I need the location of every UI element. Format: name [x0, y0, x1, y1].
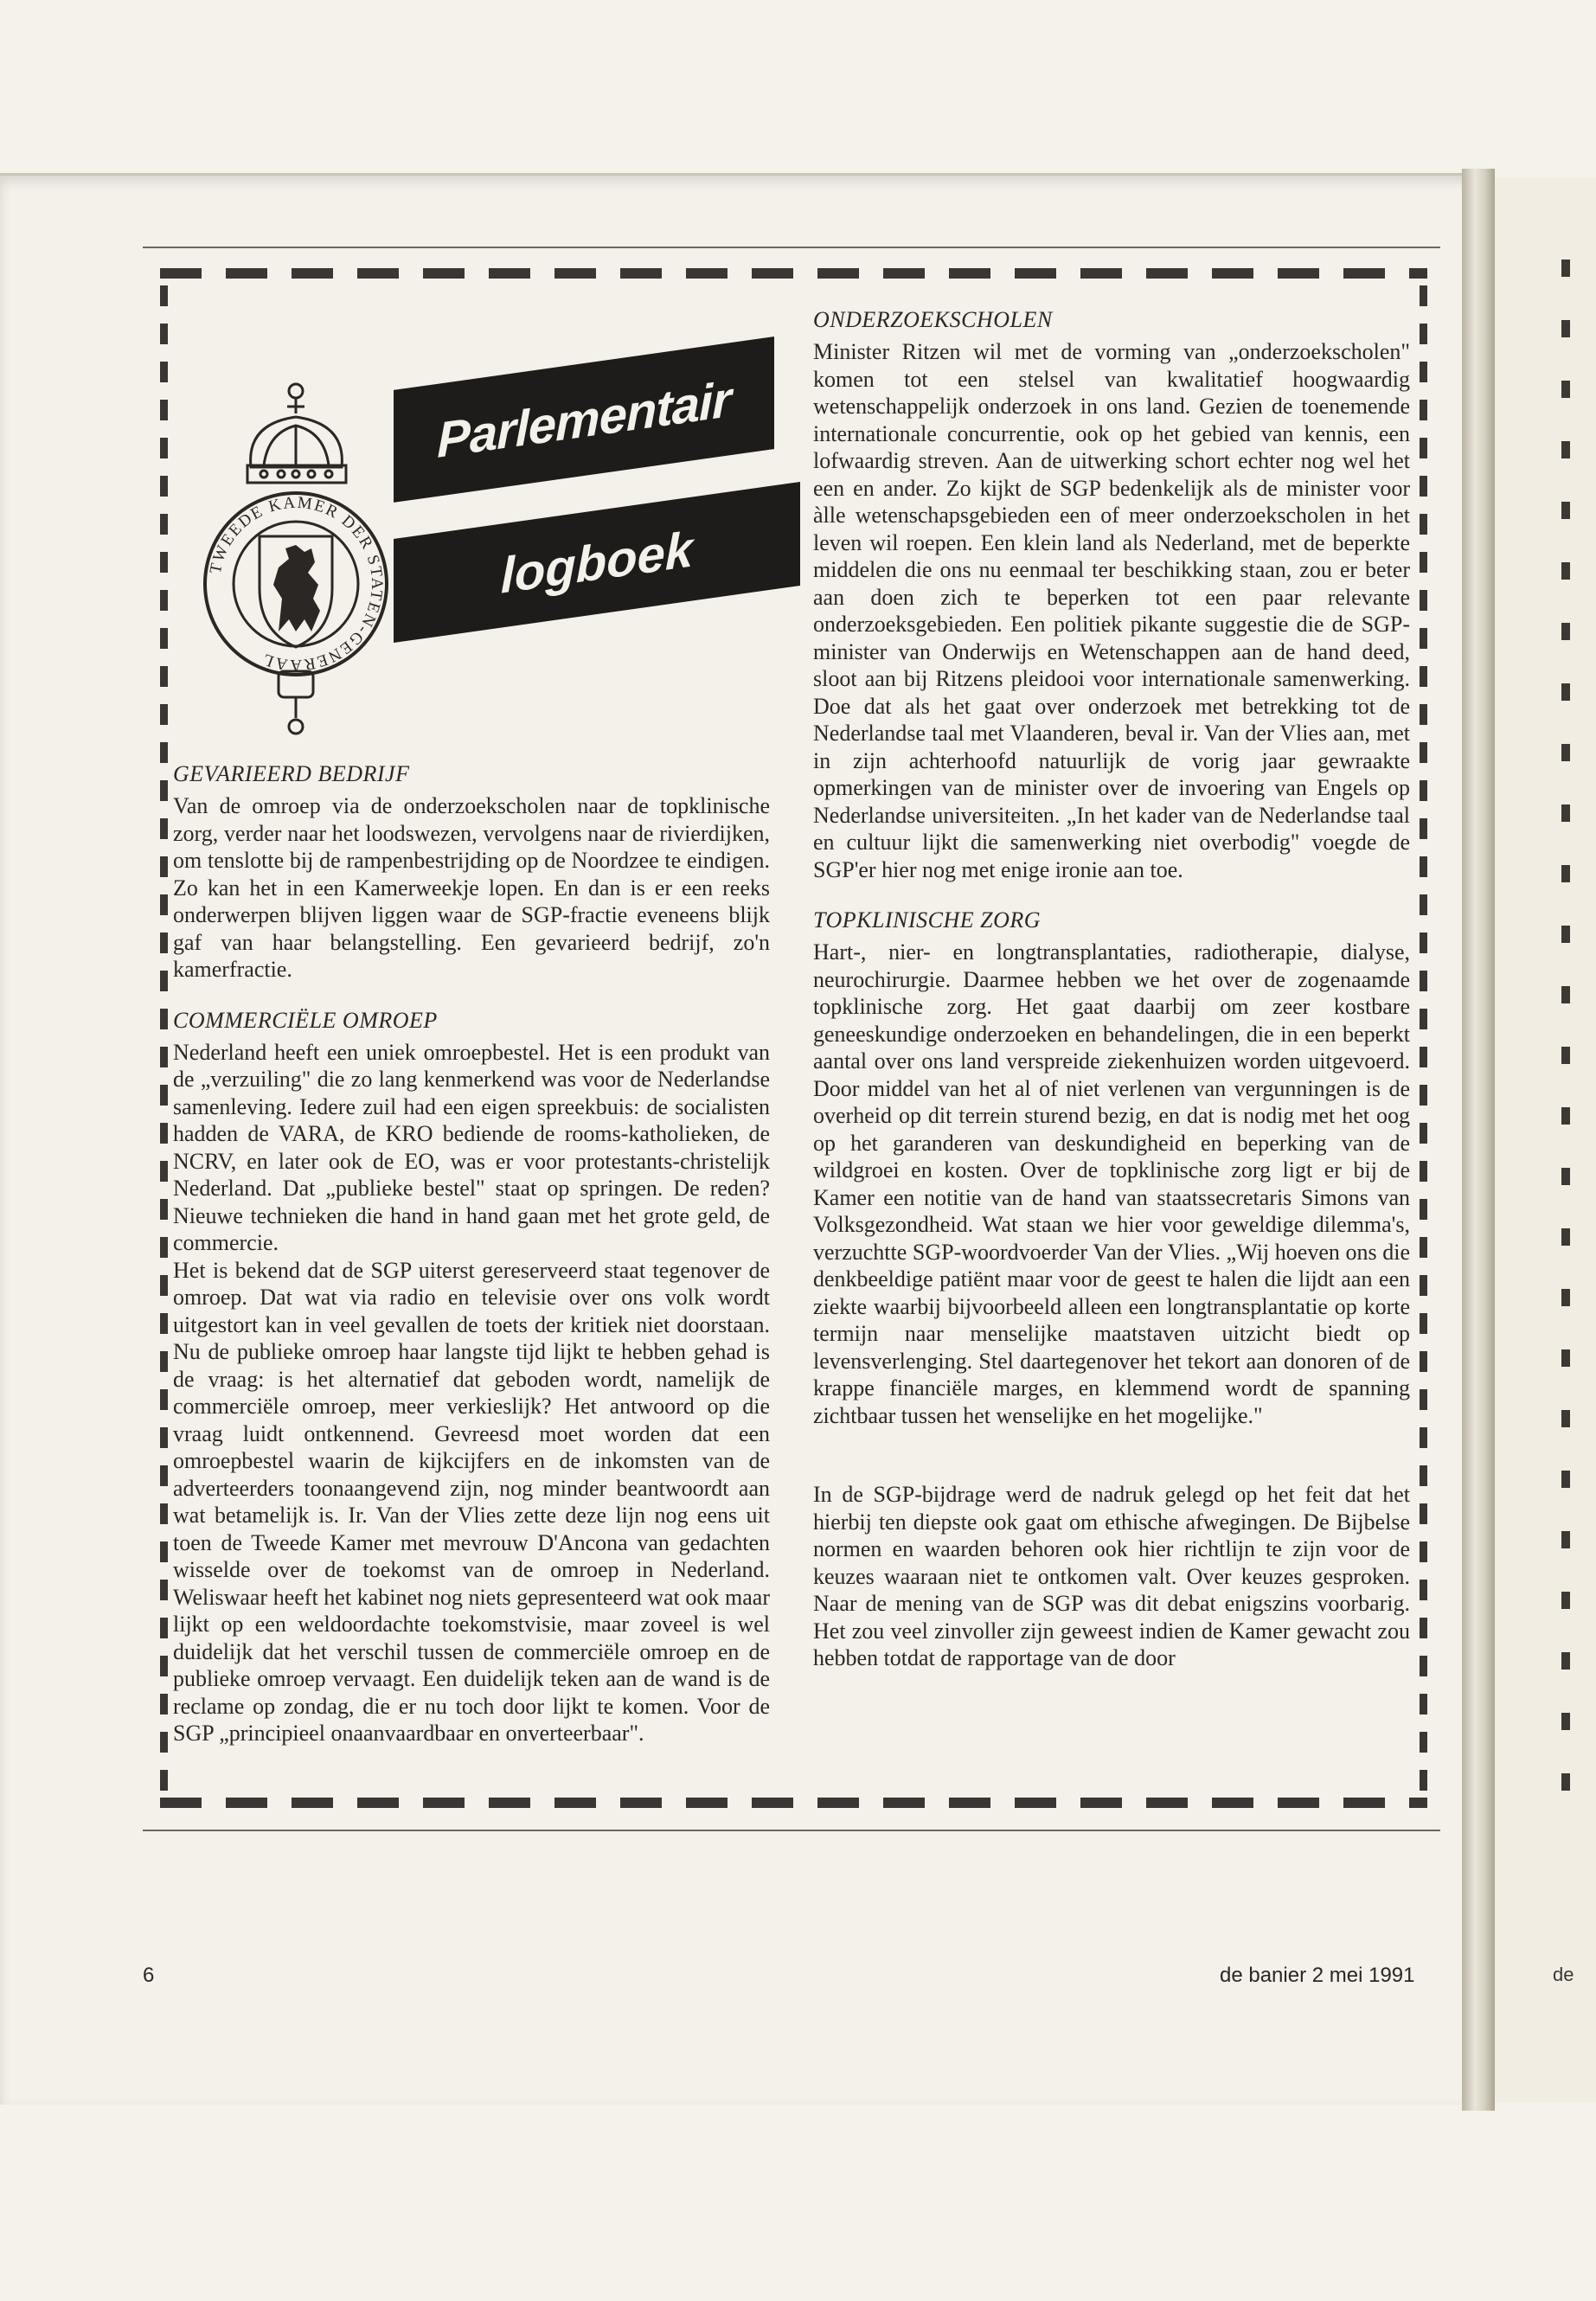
adjacent-page-edge: [1495, 177, 1596, 2102]
frame-right-dashes: [1420, 285, 1427, 1791]
bottom-rule: [143, 1830, 1440, 1831]
section-heading: ONDERZOEKSCHOLEN: [813, 307, 1053, 332]
publication-footer: de banier 2 mei 1991: [1220, 1964, 1415, 1987]
binding-spine: [1462, 169, 1495, 2111]
section-commerciele-omroep: [173, 1008, 770, 1747]
paragraph: Hart-, nier- en longtransplantaties, radiotherapie, dialyse, neurochirurgie. Daarmee hebben we het over de zogenaamde topklinische zorg. Het gaat daarbij om zeer kostbare geneeskundige onderzoeken en behandelingen, die in een beperkt aantal over ons land verspreide ziekenhuizen worden uitgevoerd. Door middel van het al of niet verlenen van vergunningen is de overheid op dit terrein sturend bezig, en dat is nodig met het oog op het garanderen van deskundigheid en beperking van de wildgroei en kosten. Over de topklinische zorg ligt er bij de Kamer een notitie van de hand van staatssecretaris Simons van Volksgezondheid. Wat staan we hier voor geweldige dilemma's, verzuchtte SGP-woordvoerder Van der Vlies. „Wij hoeven ons die denkbeeldige patiënt maar voor de geest te halen die lijdt aan een ziekte waarbij bijvoorbeeld alleen een longtransplantatie op korte termijn naar menselijke maatstaven uitzicht biedt op levensverlenging. Stel daartegenover het tekort aan donoren of de krappe financiële marges, en klemmend wordt de spanning zichtbaar tussen het wenselijke en het mogelijke.": [813, 939, 1410, 1428]
paragraph: In de SGP-bijdrage werd de nadruk gelegd op het feit dat het hierbij ten diepste ook gaat om ethische afwegingen. De Bijbelse normen en waarden behoren ook hier richtlijn te zijn voor de keuzes waaraan niet te ontkomen valt. Over keuzes gesproken. Naar de mening van de SGP was dit debat enigszins voorbarig. Het zou veel zinvoller zijn geweest indien de Kamer gewacht zou hebben totdat de rapportage van de door: [813, 1482, 1410, 1670]
section-heading: GEVARIEERD BEDRIJF: [173, 761, 410, 786]
top-rule: [143, 247, 1440, 248]
paragraph: Van de omroep via de onderzoekscholen naar de topklinische zorg, verder naar het loodswezen, vervolgens naar de rivierdijken, om tenslotte bij de rampenbestrijding op de Noordzee te eindigen. Zo kan het in een Kamerweekje lopen. En dan is er een reeks onderwerpen blijven liggen waar de SGP-fractie eveneens blijk gaf van haar belangstelling. Een gevarieerd bedrijf, zo'n kamerfractie.: [173, 793, 770, 982]
section-heading: TOPKLINISCHE ZORG: [813, 907, 1042, 933]
section-topklinische-zorg: [813, 907, 1410, 1672]
adjacent-page-footer: de: [1553, 1964, 1574, 1985]
section-onderzoekscholen: [813, 307, 1410, 883]
frame-left-dashes: [160, 285, 168, 1791]
left-column: [173, 761, 770, 1747]
tweede-kamer-emblem: [199, 372, 394, 744]
section-heading: COMMERCIËLE OMROEP: [173, 1007, 438, 1033]
frame-top-dashes: [160, 268, 1427, 279]
right-column: [813, 307, 1410, 1672]
adjacent-page-frame-marks: [1561, 260, 1575, 1799]
paragraph: Het is bekend dat de SGP uiterst gereserveerd staat tegenover de omroep. Dat wat via radio en televisie over ons volk wordt uitgestort kan in veel gevallen de toets der kritiek niet doorstaan. Nu de publieke omroep haar langste tijd lijkt te hebben gehad is de vraag: is het alternatief dat geboden wordt, namelijk de commerciële omroep, meer verkieslijk? Het antwoord op die vraag luidt ontkennend. Gevreesd moet worden dat een omroepbestel waarin de kijkcijfers en de inkomsten van de adverteerders toonaangevend zijn, nog minder beantwoordt aan wat betamelijk is. Ir. Van der Vlies zette deze lijn nog eens uit toen de Tweede Kamer met mevrouw D'Ancona van gedachten wisselde over de toekomst van de omroep in Nederland. Weliswaar heeft het kabinet nog niets gepresenteerd wat ook maar lijkt op een weldoordachte toekomstvisie, maar zoveel is wel duidelijk dat het verschil tussen de commerciële omroep en de publieke omroep vervaagt. Een duidelijk teken aan de wand is de reclame op zondag, die er nu toch door lijkt te komen. Voor de SGP „principieel onaanvaardbaar en onverteerbaar".: [173, 1257, 770, 1746]
title-banner-logboek: [394, 482, 800, 643]
emblem-graphic: [199, 372, 394, 744]
title-line-2: logboek: [500, 520, 694, 605]
page-number: 6: [143, 1964, 155, 1987]
paragraph: Nederland heeft een uniek omroepbestel. Het is een produkt van de „verzuiling" die zo lang kenmerkend was voor de Nederlandse samenleving. Iedere zuil had een eigen spreekbuis: de socialisten hadden de VARA, de KRO bediende de rooms-katholieken, de NCRV, en later ook de EO, was er voor protestants-christelijk Nederland. Dat „publieke bestel" staat op springen. De reden? Nieuwe technieken die hand in hand gaan met het grote geld, de commercie.: [173, 1039, 770, 1255]
section-gevarieerd-bedrijf: [173, 761, 770, 984]
paragraph: Minister Ritzen wil met de vorming van „onderzoekscholen" komen tot een stelsel van kwalitatief hoogwaardig wetenschappelijk onderzoek in ons land. Gezien de toenemende internationale concurrentie, ook op het gebied van kennis, een lofwaardig streven. Aan de uitwerking schort echter nog wel het een en ander. Zo kijkt de SGP bedenkelijk als de minister voor àlle wetenschapsgebieden een of meer onderzoekscholen in het leven wil roepen. Een klein land als Nederland, met de beperkte middelen die ons nu eenmaal ter beschikking staan, zou er beter aan doen zich te beperken tot een paar relevante onderzoeksgebieden. Een politiek pikante suggestie die de SGP-minister van Onderwijs en Wetenschappen aan de hand deed, sloot aan bij Ritzens pleidooi voor internationale samenwerking. Doe dat als het gaat over onderzoek met betrekking tot de Nederlandse taal met Vlaanderen, beval ir. Van der Vlies aan, met in zijn achterhoofd natuurlijk de vorig jaar gewraakte opmerkingen van de minister over de invoering van Engels op Nederlandse universiteiten. „In het kader van de Nederlandse taal en cultuur lijkt die samenwerking niet overbodig" voegde de SGP'er hier nog met enige ironie aan toe.: [813, 339, 1410, 882]
title-line-1: Parlementair: [437, 370, 731, 469]
title-banners: [394, 311, 800, 640]
title-banner-parlementair: [394, 336, 774, 503]
emblem-ring-text: TWEEDE KAMER DER STATEN-GENERAAL: [206, 493, 387, 675]
frame-bottom-dashes: [160, 1798, 1427, 1808]
